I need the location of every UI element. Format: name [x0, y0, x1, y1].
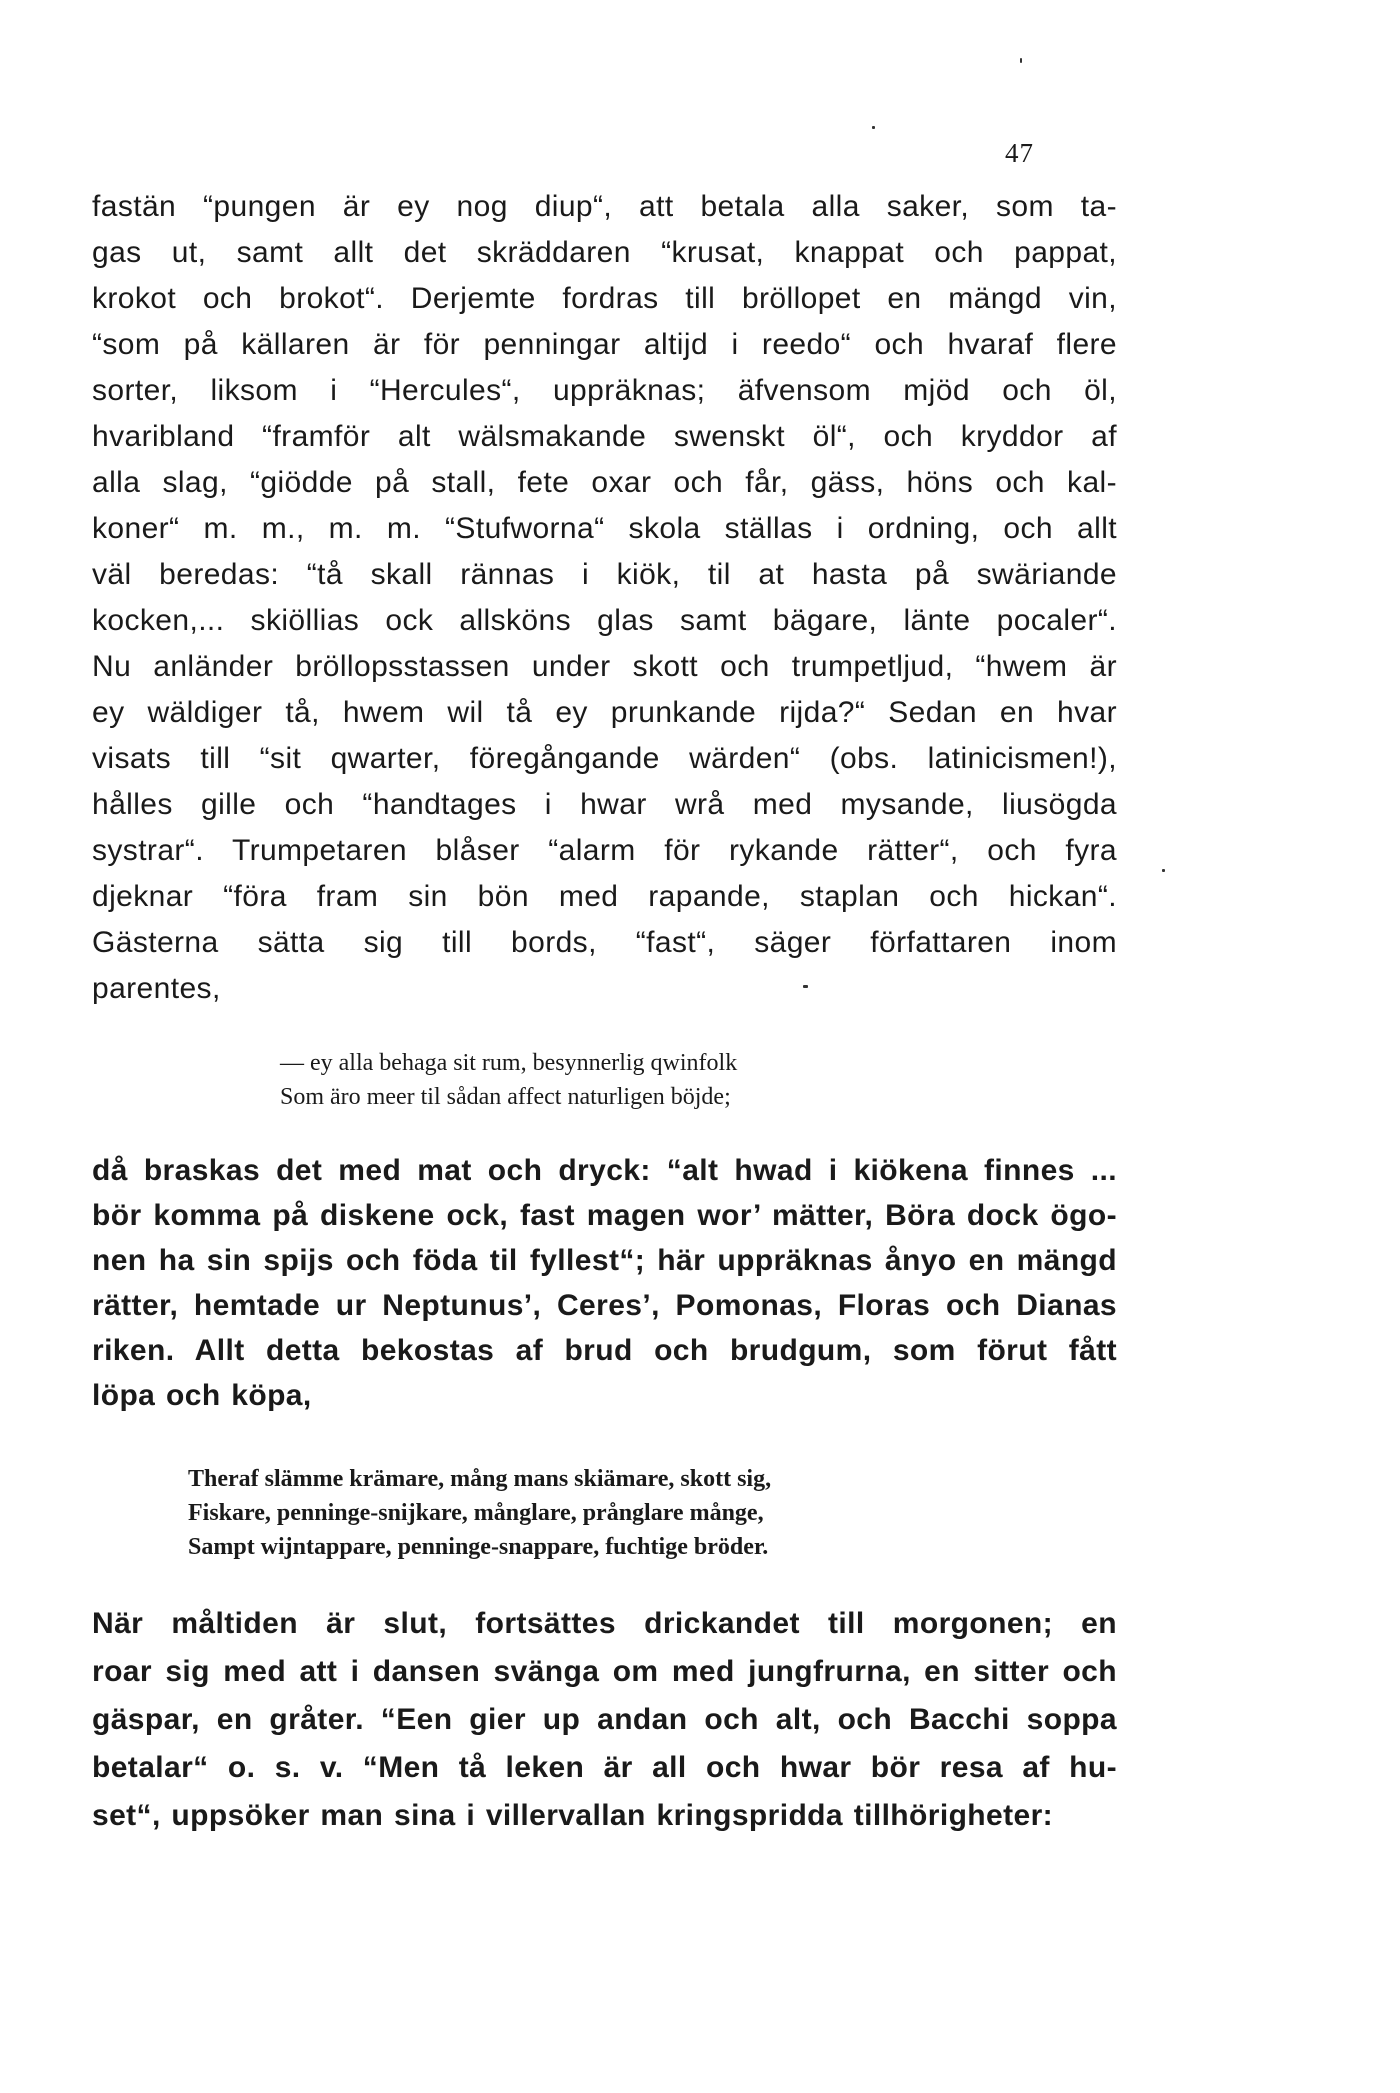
page-number: 47 [1005, 138, 1034, 168]
text-line: “som på källaren är för penningar altijd i reedo“ och hvaraf flere [92, 328, 1117, 361]
verse-line: Fiskare, penninge-snijkare, månglare, prånglare månge, [188, 1500, 764, 1526]
verse-line: — ey alla behaga sit rum, besynnerlig qwinfolk [280, 1050, 738, 1076]
text-line: rätter, hemtade ur Neptunus’, Ceres’, Pomonas, Floras och Dianas [92, 1289, 1117, 1322]
text-line: set“, uppsöker man sina i villervallan kringspridda tillhörigheter: [92, 1799, 1054, 1832]
text-line: När måltiden är slut, fortsättes drickandet till morgonen; en [92, 1607, 1117, 1640]
text-line: löpa och köpa, [92, 1379, 312, 1412]
text-line: hvaribland “framför alt wälsmakande swenskt öl“, och kryddor af [92, 420, 1117, 453]
paragraph-1 [92, 184, 1117, 1012]
text-line: sorter, liksom i “Hercules“, uppräknas; äfvensom mjöd och öl, [92, 374, 1117, 407]
text-line: kocken,... skiöllias ock allsköns glas samt bägare, länte pocaler“. [92, 604, 1117, 637]
scan-speck [1020, 58, 1022, 63]
text-line: bör komma på diskene ock, fast magen wor’ mätter, Böra dock ögo- [92, 1199, 1117, 1232]
scan-speck [803, 985, 808, 988]
text-line: fastän “pungen är ey nog diup“, att betala alla saker, som ta- [92, 190, 1117, 223]
text-line: nen ha sin spijs och föda til fyllest“; här uppräknas ånyo en mängd [92, 1244, 1117, 1277]
text-line: parentes, [92, 972, 221, 1005]
text-line: gas ut, samt allt det skräddaren “krusat, knappat och pappat, [92, 236, 1117, 269]
verse-line: Theraf slämme krämare, mång mans skiämare, skott sig, [188, 1466, 772, 1492]
text-line: då braskas det med mat och dryck: “alt hwad i kiökena finnes ... [92, 1154, 1117, 1187]
text-line: riken. Allt detta bekostas af brud och brudgum, som förut fått [92, 1334, 1117, 1367]
scan-speck [1162, 869, 1165, 872]
paragraph-3 [92, 1600, 1117, 1840]
verse-line: Som äro meer til sådan affect naturligen böjde; [280, 1084, 731, 1110]
scan-speck [872, 126, 875, 129]
paragraph-2 [92, 1148, 1117, 1418]
text-line: roar sig med att i dansen svänga om med jungfrurna, en sitter och [92, 1655, 1117, 1688]
text-line: gäspar, en gråter. “Een gier up andan och alt, och Bacchi soppa [92, 1703, 1117, 1736]
text-line: Nu anländer bröllopsstassen under skott och trumpetljud, “hwem är [92, 650, 1117, 683]
text-line: visats till “sit qwarter, föregångande wärden“ (obs. latinicismen!), [92, 742, 1117, 775]
text-line: hålles gille och “handtages i hwar wrå med mysande, liusögda [92, 788, 1117, 821]
text-line: betalar“ o. s. v. “Men tå leken är all och hwar bör resa af hu- [92, 1751, 1117, 1784]
verse-line: Sampt wijntappare, penninge-snappare, fuchtige bröder. [188, 1534, 769, 1560]
text-line: Gästerna sätta sig till bords, “fast“, säger författaren inom [92, 926, 1117, 959]
text-line: alla slag, “giödde på stall, fete oxar och får, gäss, höns och kal- [92, 466, 1117, 499]
text-line: väl beredas: “tå skall rännas i kiök, til at hasta på swäriande [92, 558, 1117, 591]
text-line: koner“ m. m., m. m. “Stufworna“ skola ställas i ordning, och allt [92, 512, 1117, 545]
text-line: djeknar “föra fram sin bön med rapande, staplan och hickan“. [92, 880, 1117, 913]
verse-quote-1 [280, 1046, 737, 1114]
text-line: ey wäldiger tå, hwem wil tå ey prunkande rijda?“ Sedan en hvar [92, 696, 1117, 729]
text-line: systrar“. Trumpetaren blåser “alarm för rykande rätter“, och fyra [92, 834, 1117, 867]
text-line: krokot och brokot“. Derjemte fordras till bröllopet en mängd vin, [92, 282, 1117, 315]
verse-quote-2 [188, 1462, 771, 1564]
